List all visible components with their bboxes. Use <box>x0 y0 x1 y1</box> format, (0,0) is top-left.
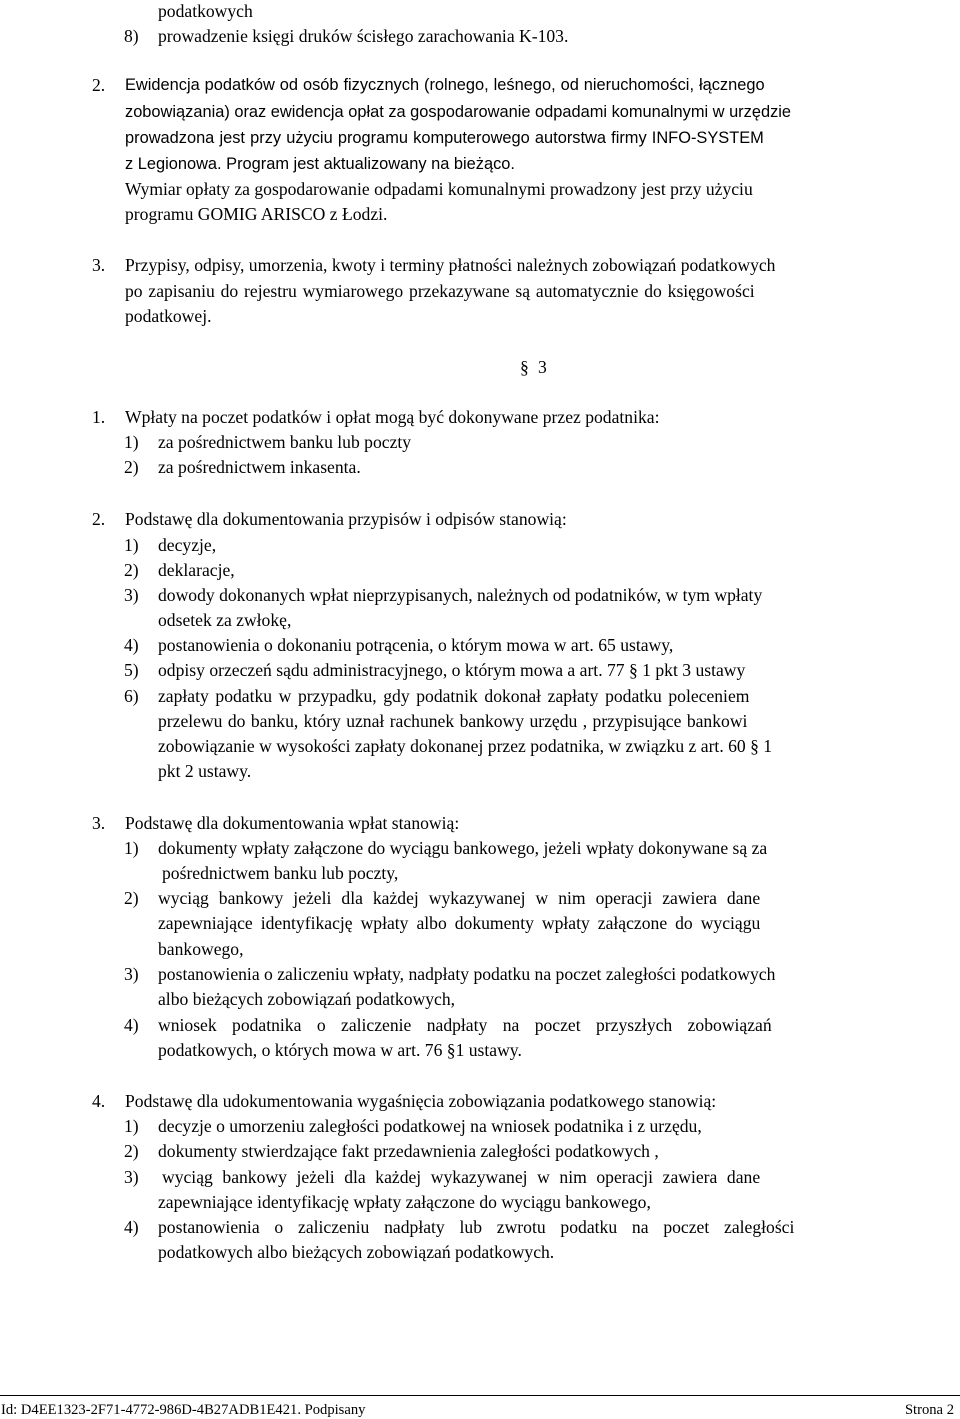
paragraph-line: Wymiar opłaty za gospodarowanie odpadami komunalnymi prowadzony jest przy użyciu <box>125 179 753 199</box>
point-heading: Wpłaty na poczet podatków i opłat mogą być dokonywane przez podatnika: <box>125 407 660 427</box>
list-item-text: deklaracje, <box>158 560 235 580</box>
paragraph-line: programu GOMIG ARISCO z Łodzi. <box>125 204 388 224</box>
paragraph-line: Przypisy, odpisy, umorzenia, kwoty i terminy płatności należnych zobowiązań podatkowych <box>125 255 776 275</box>
list-number: 3) <box>124 585 139 605</box>
list-number: 1) <box>124 1116 139 1136</box>
list-item-text: wyciąg bankowy jeżeli dla każdej wykazywanej w nim operacji zawiera dane <box>158 888 761 908</box>
list-item-text: postanowienia o dokonaniu potrącenia, o którym mowa w art. 65 ustawy, <box>158 635 674 655</box>
list-number: 1) <box>124 432 139 452</box>
list-item-text: zapewniające identyfikację wpłaty albo dokumenty wpłaty załączone do wyciągu <box>158 913 761 933</box>
point-number: 3. <box>92 813 106 833</box>
list-item-text: za pośrednictwem inkasenta. <box>158 457 361 477</box>
intro-line: podatkowych <box>158 1 253 21</box>
paragraph-line: z Legionowa. Program jest aktualizowany na bieżąco. <box>125 155 515 173</box>
list-number: 2) <box>124 457 139 477</box>
list-number: 1) <box>124 535 139 555</box>
list-item-text: zobowiązanie w wysokości zapłaty dokonanej przez podatnika, w związku z art. 60 § 1 <box>158 736 773 756</box>
list-number: 6) <box>124 686 139 706</box>
list-item-text: podatkowych, o których mowa w art. 76 §1 ustawy. <box>158 1040 522 1060</box>
paragraph-line: podatkowej. <box>125 306 212 326</box>
list-item-text: za pośrednictwem banku lub poczty <box>158 432 412 452</box>
list-number: 5) <box>124 660 139 680</box>
list-item-text: dokumenty stwierdzające fakt przedawnienia zaległości podatkowych , <box>158 1141 659 1161</box>
list-item-text: zapłaty podatku w przypadku, gdy podatnik dokonał zapłaty podatku poleceniem <box>158 686 750 706</box>
paragraph-line: Ewidencja podatków od osób fizycznych (rolnego, leśnego, od nieruchomości, łącznego <box>125 76 765 94</box>
point-heading: Podstawę dla dokumentowania przypisów i odpisów stanowią: <box>125 509 567 529</box>
paragraph-line: prowadzona jest przy użyciu programu komputerowego autorstwa firmy INFO-SYSTEM <box>125 129 764 147</box>
list-item-text: przelewu do banku, który uznał rachunek bankowy urzędu , przypisujące bankowi <box>158 711 748 731</box>
point-heading: Podstawę dla dokumentowania wpłat stanowią: <box>125 813 460 833</box>
point-number: 1. <box>92 407 106 427</box>
list-number: 1) <box>124 838 139 858</box>
list-item-text: podatkowych albo bieżących zobowiązań podatkowych. <box>158 1242 555 1262</box>
paragraph-number: 2. <box>92 75 106 95</box>
point-heading: Podstawę dla udokumentowania wygaśnięcia zobowiązania podatkowego stanowią: <box>125 1091 717 1111</box>
list-item-text: albo bieżących zobowiązań podatkowych, <box>158 989 456 1009</box>
list-item-text: dowody dokonanych wpłat nieprzypisanych, należnych od podatników, w tym wpłaty <box>158 585 763 605</box>
paragraph-line: po zapisaniu do rejestru wymiarowego przekazywane są automatycznie do księgowości <box>125 281 755 301</box>
list-item-text: bankowego, <box>158 939 244 959</box>
list-number: 2) <box>124 1141 139 1161</box>
list-item-text: prowadzenie księgi druków ścisłego zarachowania K-103. <box>158 26 569 46</box>
paragraph-number: 3. <box>92 255 106 275</box>
list-item-text: wyciąg bankowy jeżeli dla każdej wykazywanej w nim operacji zawiera dane <box>162 1167 761 1187</box>
list-number: 4) <box>124 1217 139 1237</box>
list-number: 2) <box>124 560 139 580</box>
footer-page-number: Strona 2 <box>904 1402 954 1418</box>
list-number: 4) <box>124 635 139 655</box>
list-item-text: dokumenty wpłaty załączone do wyciągu bankowego, jeżeli wpłaty dokonywane są za <box>158 838 768 858</box>
footer-document-id: Id: D4EE1323-2F71-4772-986D-4B27ADB1E421. Podpisany <box>1 1402 366 1418</box>
list-item-text: odpisy orzeczeń sądu administracyjnego, o którym mowa a art. 77 § 1 pkt 3 ustawy <box>158 660 746 680</box>
list-item-text: pkt 2 ustawy. <box>158 761 252 781</box>
list-item-text: pośrednictwem banku lub poczty, <box>162 863 399 883</box>
list-item-text: postanowienia o zaliczeniu nadpłaty lub zwrotu podatku na poczet zaległości <box>158 1217 795 1237</box>
list-number: 3) <box>124 1167 139 1187</box>
list-item-text: postanowienia o zaliczeniu wpłaty, nadpłaty podatku na poczet zaległości podatkowych <box>158 964 776 984</box>
paragraph-line: zobowiązania) oraz ewidencja opłat za gospodarowanie odpadami komunalnymi w urzędzie <box>125 103 792 121</box>
list-item-text: decyzje o umorzeniu zaległości podatkowej na wniosek podatnika i z urzędu, <box>158 1116 702 1136</box>
list-item-text: decyzje, <box>158 535 217 555</box>
list-number: 4) <box>124 1015 139 1035</box>
section-sign: § <box>520 357 529 377</box>
list-number: 8) <box>124 26 139 46</box>
section-number: 3 <box>538 357 547 377</box>
footer-divider <box>0 1395 960 1396</box>
list-number: 3) <box>124 964 139 984</box>
list-item-text: odsetek za zwłokę, <box>158 610 292 630</box>
point-number: 2. <box>92 509 106 529</box>
list-number: 2) <box>124 888 139 908</box>
point-number: 4. <box>92 1091 106 1111</box>
list-item-text: wniosek podatnika o zaliczenie nadpłaty na poczet przyszłych zobowiązań <box>158 1015 772 1035</box>
list-item-text: zapewniające identyfikację wpłaty załączone do wyciągu bankowego, <box>158 1192 651 1212</box>
